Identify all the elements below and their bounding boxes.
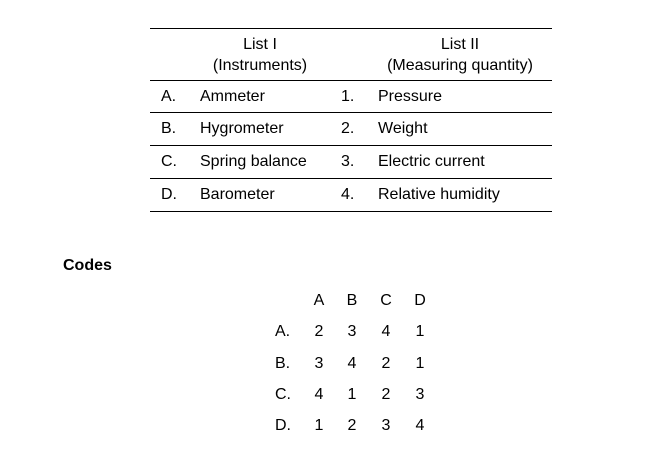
codes-option-label: D. xyxy=(275,417,291,434)
codes-column-header: A xyxy=(313,292,325,309)
codes-value: 2 xyxy=(347,417,357,434)
row-letter: B. xyxy=(161,120,177,137)
codes-value: 2 xyxy=(381,386,391,403)
instrument-name: Hygrometer xyxy=(200,120,284,137)
row-divider xyxy=(150,112,552,113)
codes-value: 3 xyxy=(314,355,324,372)
table-bottom-rule xyxy=(150,211,552,212)
row-number: 4. xyxy=(341,186,355,203)
codes-value: 4 xyxy=(314,386,324,403)
quantity-name: Relative humidity xyxy=(378,186,500,203)
codes-value: 1 xyxy=(415,323,425,340)
codes-value: 4 xyxy=(381,323,391,340)
quantity-name: Weight xyxy=(378,120,428,137)
list2-title: List II xyxy=(440,36,480,53)
list1-header xyxy=(190,34,330,76)
codes-value: 2 xyxy=(314,323,324,340)
codes-column-header: D xyxy=(414,292,426,309)
codes-value: 2 xyxy=(381,355,391,372)
list1-title: List I xyxy=(243,36,277,53)
codes-value: 1 xyxy=(415,355,425,372)
row-number: 3. xyxy=(341,153,355,170)
row-divider xyxy=(150,145,552,146)
row-letter: C. xyxy=(161,153,177,170)
codes-value: 1 xyxy=(347,386,357,403)
codes-heading: Codes xyxy=(63,257,112,274)
list1-subtitle: (Instruments) xyxy=(212,57,308,74)
codes-value: 4 xyxy=(347,355,357,372)
row-divider xyxy=(150,178,552,179)
row-letter: D. xyxy=(161,186,177,203)
codes-value: 4 xyxy=(415,417,425,434)
table-header-rule xyxy=(150,80,552,81)
codes-value: 1 xyxy=(314,417,324,434)
instrument-name: Ammeter xyxy=(200,88,265,105)
codes-option-label: B. xyxy=(275,355,291,372)
codes-value: 3 xyxy=(381,417,391,434)
table-top-rule xyxy=(150,28,552,29)
row-letter: A. xyxy=(161,88,177,105)
codes-option-label: A. xyxy=(275,323,291,340)
codes-value: 3 xyxy=(347,323,357,340)
list2-subtitle: (Measuring quantity) xyxy=(387,57,533,74)
row-number: 2. xyxy=(341,120,355,137)
row-number: 1. xyxy=(341,88,355,105)
codes-column-header: C xyxy=(380,292,392,309)
instrument-name: Barometer xyxy=(200,186,275,203)
codes-option-label: C. xyxy=(275,386,291,403)
codes-value: 3 xyxy=(415,386,425,403)
quantity-name: Electric current xyxy=(378,153,485,170)
codes-column-header: B xyxy=(346,292,358,309)
list2-header xyxy=(370,34,550,76)
quantity-name: Pressure xyxy=(378,88,443,105)
instrument-name: Spring balance xyxy=(200,153,307,170)
